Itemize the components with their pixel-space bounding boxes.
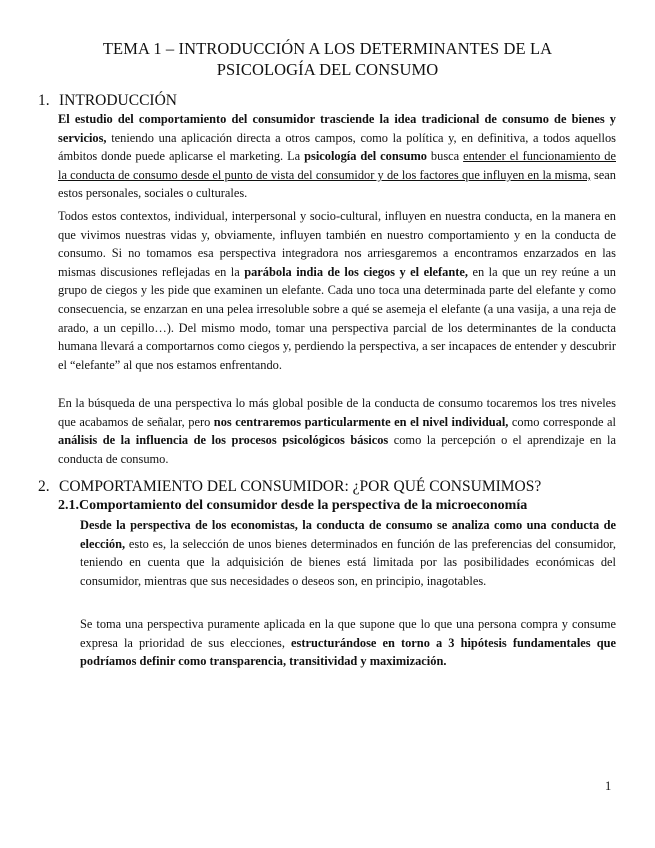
body-text: Todos estos contextos, individual, interpersonal y socio-cultural, influyen en nuestra conducta, en la manera en que vivimos nuestras vidas y, obviamente, influyen también en nuestro comportamiento y en la conducta de consumo. Si no tomamos esa perspectiva integradora nos arriesgaremos a encontramos enzarzados en las mismas discusiones reflejadas en la [58, 209, 616, 279]
emphasis-text: nos centraremos particularmente en el nivel individual, [213, 414, 509, 429]
title-line-1: TEMA 1 – INTRODUCCIÓN A LOS DETERMINANTES DE LA [102, 39, 553, 58]
emphasis-text: psicología del consumo [304, 149, 427, 164]
section-2-title: COMPORTAMIENTO DEL CONSUMIDOR: ¿POR QUÉ CONSUMIMOS? [59, 478, 542, 495]
body-text: Se toma una perspectiva puramente aplicada en la que supone que lo que una persona compra y consume expresa la prioridad de sus elecciones, [80, 617, 616, 650]
emphasis-text: parábola india de los ciegos y el elefante, [244, 264, 468, 279]
body-text: como la percepción o el aprendizaje en la conducta de consumo. [58, 433, 616, 466]
emphasis-text: El estudio del comportamiento del consumidor trasciende la idea tradicional de consumo de bienes y servicios, [58, 112, 616, 145]
section-1-heading [38, 92, 177, 110]
emphasis-text: estructurándose en torno a 3 hipótesis fundamentales que podríamos definir como transparencia, transitividad y maximización. [80, 635, 616, 669]
body-text: teniendo una aplicación directa a otros campos, como la política y, en definitiva, a todos aquellos ámbitos donde puede aplicarse el marketing. La [58, 130, 616, 164]
section-1-paragraph-3 [58, 394, 616, 468]
body-text: busca [426, 149, 464, 164]
section-1-title: INTRODUCCIÓN [59, 92, 177, 109]
section-1-paragraph-2 [58, 207, 616, 374]
section-2-number: 2. [38, 478, 50, 495]
body-text: en la que un rey reúne a un grupo de ciegos y les pide que examinen un elefante. Cada uno toca una determinada parte del elefante y como consecuencia, se enzarzan en una pelea irresoluble sobre a qué se asemeja el elefante (a una vasija, a una reja de arado, a un cepillo…). Del mismo modo, tomar una perspectiva parcial de los determinantes de la conducta humana llevará a comportarnos como ciegos y, perdiendo la perspectiva, a ser incapaces de entender y descubrir el “elefante” al que nos estamos enfrentando. [58, 264, 616, 372]
section-1-paragraph-1 [58, 110, 616, 203]
page-number: 1 [605, 779, 612, 793]
title-line-2: PSICOLOGÍA DEL CONSUMO [216, 60, 439, 79]
section-2-heading [38, 478, 541, 496]
body-text: En la búsqueda de una perspectiva lo más global posible de la conducta de consumo tocaremos los tres niveles que acabamos de señalar, pero [58, 396, 616, 429]
section-1-number: 1. [38, 92, 50, 109]
page-title [40, 38, 615, 80]
subsection-2-1-paragraph-2 [80, 615, 616, 671]
emphasis-text: Desde la perspectiva de los economistas, la conducta de consumo se analiza como una conducta de elección, [80, 518, 616, 551]
body-text: sean estos personales, sociales o culturales. [58, 167, 616, 201]
subsection-2-1-heading: 2.1.Comportamiento del consumidor desde la perspectiva de la microeconomía [58, 498, 528, 513]
body-text: esto es, la selección de unos bienes determinados en función de las preferencias del consumidor, teniendo en cuenta que la adquisición de bienes está limitada por las posibilidades económicas del consumidor, mientras que sus necesidades o deseos son, en principio, inagotables. [80, 536, 616, 588]
body-text: como corresponde al [508, 414, 616, 429]
underlined-text: entender el funcionamiento de la conducta de consumo desde el punto de vista del consumidor y de los factores que influyen en la misma, [58, 149, 616, 182]
subsection-2-1-paragraph-1 [80, 516, 616, 590]
emphasis-text: análisis de la influencia de los procesos psicológicos básicos [58, 433, 389, 448]
